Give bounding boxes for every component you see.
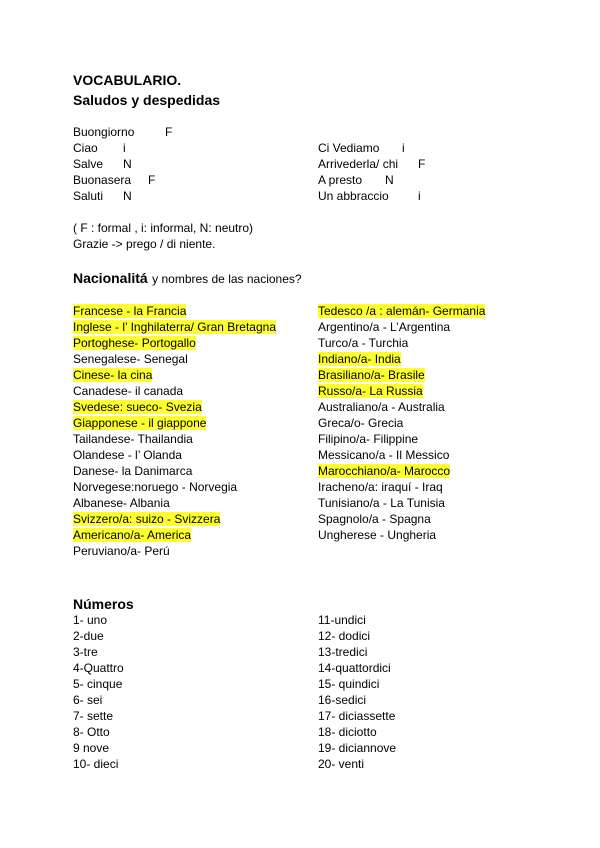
nationality-text: Svedese: sueco- Svezia	[73, 400, 202, 414]
greetings-left-list	[73, 124, 172, 204]
number-item: 18- diciotto	[318, 725, 377, 739]
greeting-item	[73, 156, 172, 172]
number-item: 5- cinque	[73, 677, 123, 691]
greeting-item	[318, 188, 425, 204]
nationality-item	[73, 383, 276, 399]
greeting-tag: F	[165, 125, 173, 139]
greeting-word: Buonasera	[73, 173, 132, 187]
nationality-item	[73, 303, 276, 319]
nationality-text: Greca/o- Grecia	[318, 416, 404, 430]
nationality-item	[73, 495, 276, 511]
number-item: 11-undici	[318, 613, 366, 627]
nationality-item	[73, 447, 276, 463]
nationality-text: Russo/a- La Russia	[318, 384, 423, 398]
greeting-tag: F	[148, 173, 156, 187]
nationality-item	[318, 303, 485, 319]
nationality-item	[318, 399, 485, 415]
greeting-tag: N	[123, 189, 132, 203]
nationality-text: Giapponese - il giappone	[73, 416, 207, 430]
formality-legend: ( F : formal , i: informal, N: neutro)	[73, 221, 254, 235]
nationality-item	[73, 367, 276, 383]
nationality-item	[73, 399, 276, 415]
greeting-tag: i	[123, 141, 126, 155]
nationality-item	[73, 335, 276, 351]
nationality-text: Francese - la Francia	[73, 304, 187, 318]
heading-bold-text: Nacionalitá	[73, 270, 148, 286]
number-item: 9 nove	[73, 741, 110, 755]
nationality-text: Turco/a - Turchia	[318, 336, 409, 350]
nationality-text: Olandese - l’ Olanda	[73, 448, 182, 462]
nationality-item	[318, 479, 485, 495]
nationality-item	[318, 431, 485, 447]
number-item: 8- Otto	[73, 725, 110, 739]
number-item: 19- diciannove	[318, 741, 397, 755]
nationality-text: Senegalese- Senegal	[73, 352, 188, 366]
number-item: 10- dieci	[73, 757, 119, 771]
greeting-word: Ci Vediamo	[318, 141, 380, 155]
nationality-item	[73, 351, 276, 367]
nationality-text: Portoghese- Portogallo	[73, 336, 196, 350]
number-item: 20- venti	[318, 757, 365, 771]
nationality-text: Tailandese- Thailandia	[73, 432, 193, 446]
nationality-item	[73, 543, 276, 559]
nationality-item	[73, 511, 276, 527]
greeting-item	[318, 156, 425, 172]
nationality-text: Tunisiano/a - La Tunisia	[318, 496, 445, 510]
number-item: 14-quattordici	[318, 661, 391, 675]
document-title: VOCABULARIO.	[73, 72, 182, 88]
nationality-text: Svizzero/a: suizo - Svizzera	[73, 512, 221, 526]
nationality-text: Albanese- Albania	[73, 496, 170, 510]
greeting-item	[318, 140, 425, 156]
number-item: 3-tre	[73, 645, 98, 659]
greeting-word: Saluti	[73, 189, 104, 203]
number-item: 16-sedici	[318, 693, 367, 707]
nationality-item	[73, 479, 276, 495]
nationality-text: Tedesco /a : alemán- Germania	[318, 304, 486, 318]
greeting-item	[318, 172, 425, 188]
nationality-text: Messicano/a - Il Messico	[318, 448, 450, 462]
nationality-text: Indiano/a- India	[318, 352, 401, 366]
greeting-item	[73, 124, 172, 140]
greeting-word: Ciao	[73, 141, 98, 155]
nationalities-left-list	[73, 303, 276, 559]
nationality-item	[318, 383, 485, 399]
nationality-text: Americano/a- America	[73, 528, 192, 542]
nationality-text: Iracheno/a: iraquí - Iraq	[318, 480, 443, 494]
nationality-item	[73, 415, 276, 431]
number-item: 6- sei	[73, 693, 103, 707]
nationality-item	[318, 335, 485, 351]
section-heading-nazionalita	[73, 270, 302, 288]
greetings-right-list	[318, 140, 425, 204]
nationality-item	[73, 527, 276, 543]
nationality-text: Filipino/a- Filippine	[318, 432, 419, 446]
greeting-tag: i	[418, 189, 421, 203]
nationality-text: Inglese - l’ Inghilaterra/ Gran Bretagna	[73, 320, 276, 334]
greeting-tag: F	[418, 157, 426, 171]
number-item: 7- sette	[73, 709, 114, 723]
nationality-text: Spagnolo/a - Spagna	[318, 512, 431, 526]
nationality-item	[318, 463, 485, 479]
nationality-text: Cinese- la cina	[73, 368, 153, 382]
nationality-item	[318, 511, 485, 527]
nationality-text: Canadese- il canada	[73, 384, 184, 398]
greeting-tag: i	[402, 141, 405, 155]
number-item: 2-due	[73, 629, 104, 643]
number-item: 17- diciassette	[318, 709, 396, 723]
section-heading-numeri: Números	[73, 596, 134, 612]
greeting-word: Un abbraccio	[318, 189, 389, 203]
heading-subtext: y nombres de las naciones?	[152, 272, 302, 286]
greeting-item	[73, 140, 172, 156]
greeting-word: A presto	[318, 173, 363, 187]
nationality-text: Australiano/a - Australia	[318, 400, 445, 414]
nationality-text: Danese- la Danimarca	[73, 464, 193, 478]
nationality-text: Brasiliano/a- Brasile	[318, 368, 425, 382]
nationality-text: Ungherese - Ungheria	[318, 528, 437, 542]
nationality-item	[318, 351, 485, 367]
nationality-text: Marocchiano/a- Marocco	[318, 464, 451, 478]
nationality-text: Norvegese:noruego - Norvegia	[73, 480, 238, 494]
greeting-item	[73, 188, 172, 204]
number-item: 1- uno	[73, 613, 108, 627]
nationality-item	[73, 463, 276, 479]
greeting-tag: N	[385, 173, 394, 187]
nationality-item	[318, 367, 485, 383]
nationality-text: Argentino/a - L’Argentina	[318, 320, 451, 334]
nationality-item	[318, 415, 485, 431]
nationality-item	[73, 431, 276, 447]
nationality-text: Peruviano/a- Perú	[73, 544, 170, 558]
number-item: 15- quindici	[318, 677, 380, 691]
nationality-item	[73, 319, 276, 335]
numbers-right-list	[318, 612, 396, 772]
number-item: 13-tredici	[318, 645, 368, 659]
grazie-note: Grazie -> prego / di niente.	[73, 237, 216, 251]
greeting-word: Arrivederla/ chi	[318, 157, 399, 171]
number-item: 12- dodici	[318, 629, 371, 643]
nationality-item	[318, 495, 485, 511]
nationalities-right-list	[318, 303, 485, 543]
greeting-word: Salve	[73, 157, 104, 171]
nationality-item	[318, 319, 485, 335]
section-title-saludos: Saludos y despedidas	[73, 92, 221, 108]
greeting-word: Buongiorno	[73, 125, 135, 139]
nationality-item	[318, 527, 485, 543]
greeting-item	[73, 172, 172, 188]
numbers-left-list	[73, 612, 124, 772]
nationality-item	[318, 447, 485, 463]
greeting-tag: N	[123, 157, 132, 171]
number-item: 4-Quattro	[73, 661, 124, 675]
